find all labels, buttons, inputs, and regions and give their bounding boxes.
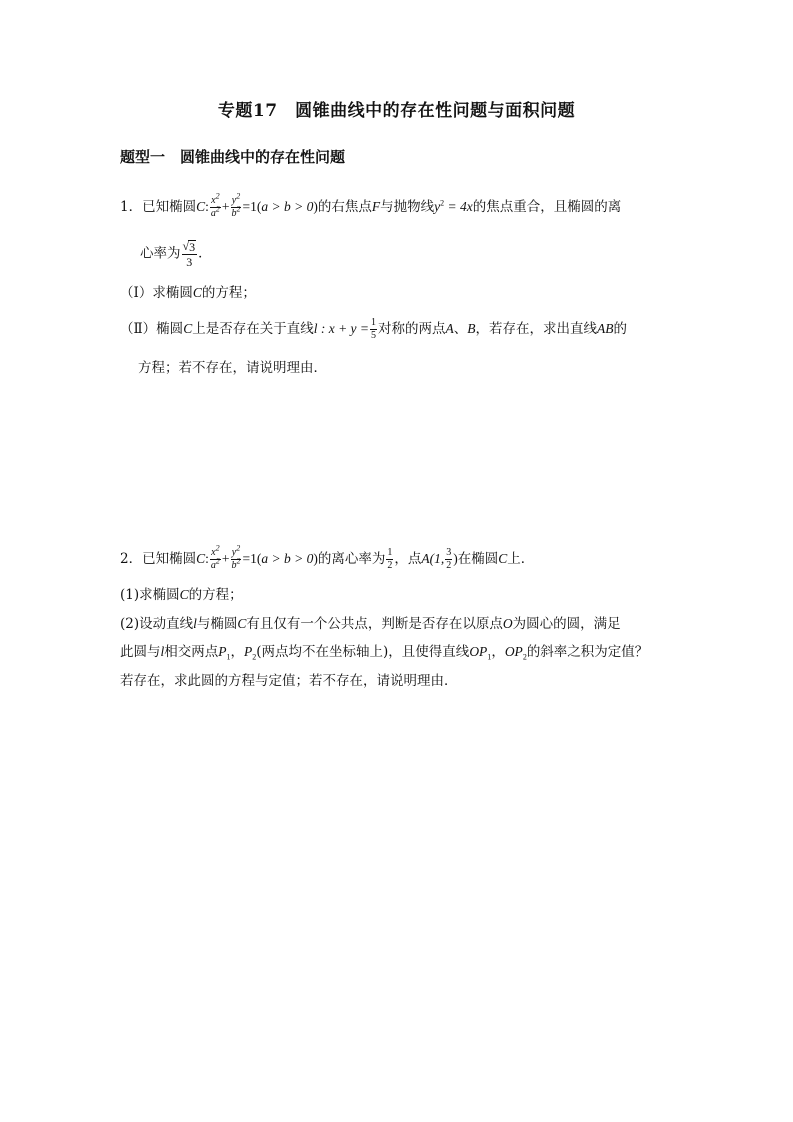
problem-2-q2-line-2: 此圆与l相交两点$P_1$，$P_2$(两点均不在坐标轴上)，且使得直线$OP_1$，$OP_2$的斜率之积为定值？	[120, 644, 649, 662]
fraction-x2-a2: $\frac{x^2}{a^2}$	[210, 191, 220, 219]
fraction-3-2: $\frac{3}{2}$	[446, 547, 452, 571]
problem-2-q2-line-1: (2)设动直线l与椭圆C有且仅有一个公共点，判断是否存在以原点O为圆心的圆，满足	[120, 616, 621, 632]
fraction-x2-a2-2: $\frac{x^2}{a^2}$	[210, 543, 220, 571]
fraction-sqrt3-3: √ 3 3	[182, 239, 196, 269]
fraction-y2-b2-2: $\frac{y^2}{b^2}$	[231, 543, 241, 571]
fraction-1-5: $\frac{1}{5}$	[371, 317, 377, 341]
problem-1-part-ii-line-2: 方程；若不存在，请说明理由．	[138, 360, 327, 376]
problem-1-part-ii-line-1: （Ⅱ）椭圆C上是否存在关于直线l : x + y = $\frac{1}{5}$ 对称的两点A、B，若存在，求出直线AB的	[120, 317, 628, 341]
problem-1-line-2: 心率为 √ 3 3 ．	[140, 239, 212, 269]
problem-2-q1: (1)求椭圆C的方程；	[120, 587, 243, 603]
fraction-1-2: $\frac{1}{2}$	[387, 547, 393, 571]
problem-1-part-i: （Ⅰ）求椭圆C的方程；	[120, 285, 256, 301]
section-heading: 题型一 圆锥曲线中的存在性问题	[120, 148, 346, 166]
page-title: 专题17 圆锥曲线中的存在性问题与面积问题	[217, 101, 576, 121]
problem-2-line-1: 2．已知椭圆C: $\frac{x^2}{a^2}$ + $\frac{y^2}{b^2}$ =1(a > b > 0)的离心率为 $\frac{1}{2}$ ，点A(1, $\frac{3}{2}$ )在椭圆C上．	[120, 543, 535, 571]
fraction-y2-b2: $\frac{y^2}{b^2}$	[231, 191, 241, 219]
problem-1-line-1: 1．已知椭圆C: $\frac{x^2}{a^2}$ + $\frac{y^2}{b^2}$ =1(a > b > 0)的右焦点F与抛物线$y^2 = 4x$的焦点重合，且椭圆的离	[120, 191, 622, 219]
problem-2-q2-line-3: 若存在，求此圆的方程与定值；若不存在，请说明理由．	[120, 673, 458, 689]
